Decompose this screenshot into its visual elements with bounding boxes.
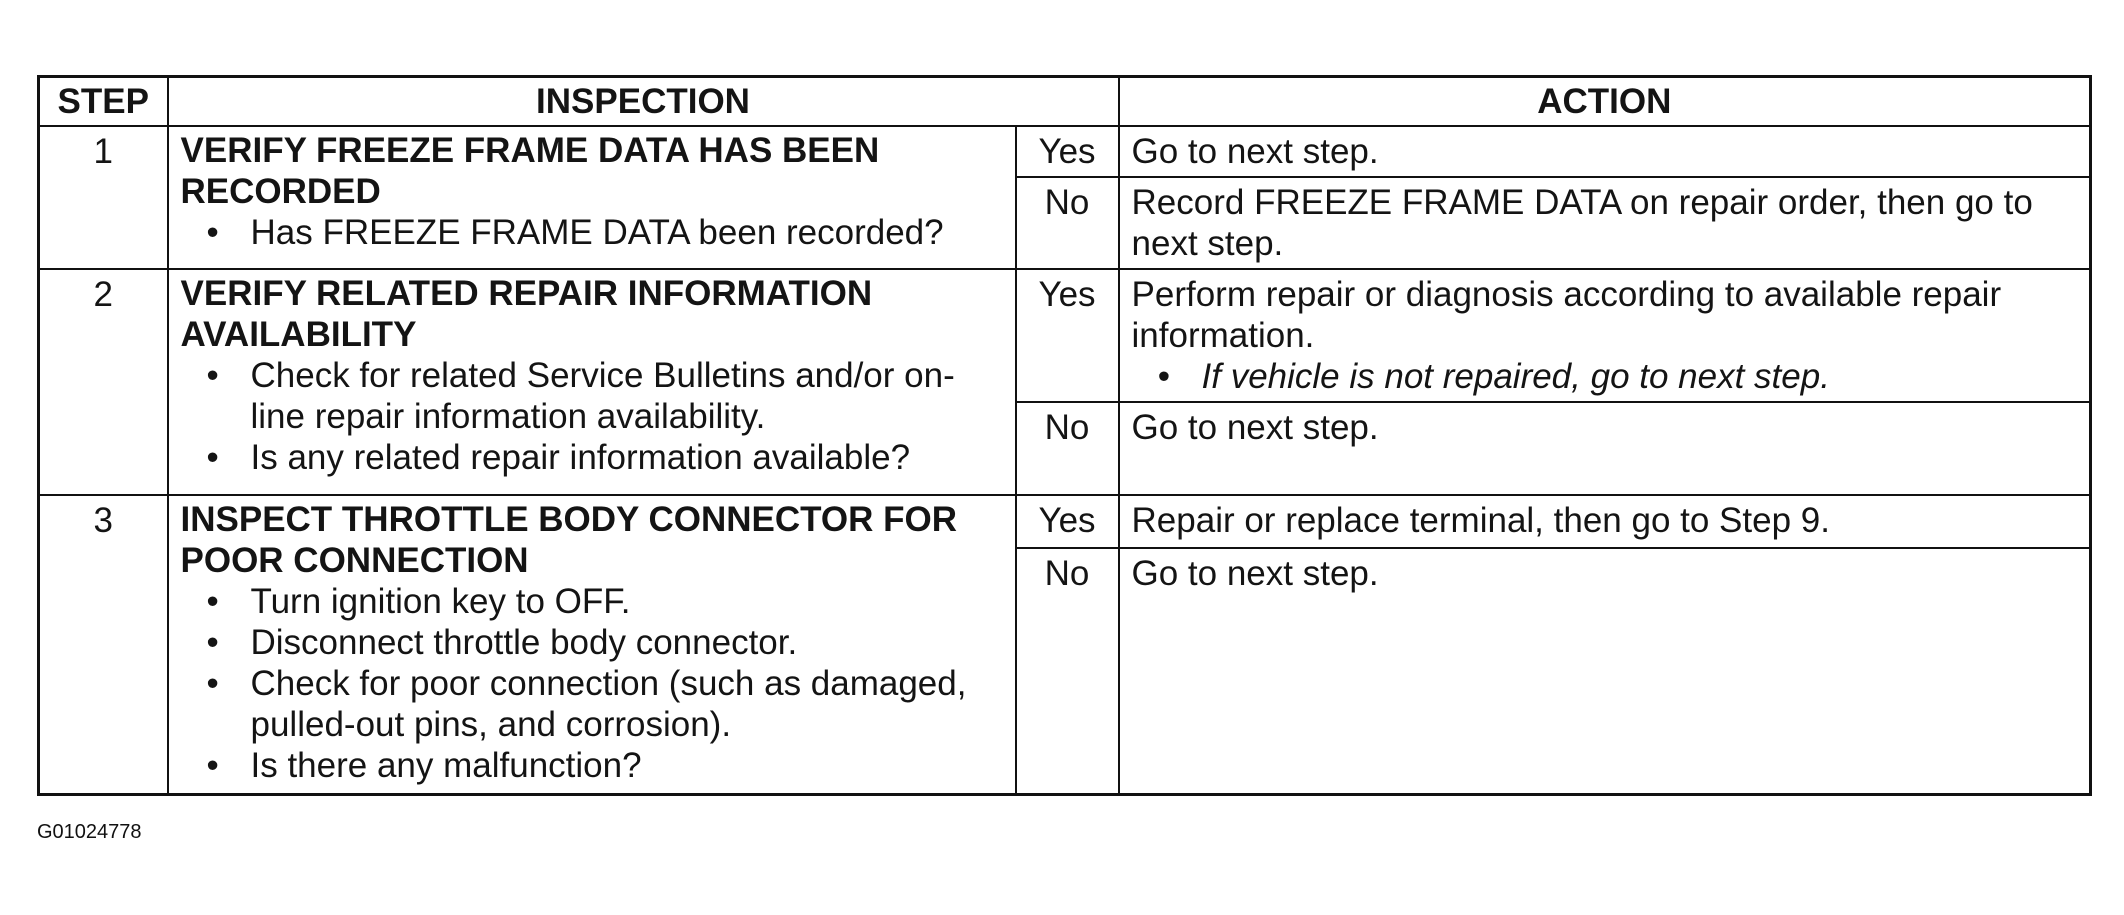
- step-row: [39, 126, 2091, 177]
- inspection-bullet: • Check for poor connection (such as damaged, pulled-out pins, and corrosion).: [181, 663, 1005, 745]
- inspection-bullet: • Is any related repair information available?: [181, 437, 1005, 478]
- no-action: Go to next step.: [1119, 402, 2091, 494]
- inspection-bullet: • Disconnect throttle body connector.: [181, 622, 1005, 663]
- yes-action: Repair or replace terminal, then go to Step 9.: [1119, 495, 2091, 548]
- yes-label: Yes: [1016, 126, 1119, 177]
- inspection-title: VERIFY FREEZE FRAME DATA HAS BEEN RECORDED: [180, 130, 880, 211]
- no-label: No: [1016, 548, 1119, 794]
- action-bullet: • If vehicle is not repaired, go to next step.: [1132, 356, 2078, 397]
- header-row: [39, 77, 2091, 126]
- header-inspection: INSPECTION: [168, 77, 1119, 126]
- no-label: No: [1016, 402, 1119, 494]
- no-label: No: [1016, 177, 1119, 269]
- header-step: STEP: [39, 77, 168, 126]
- no-action: Record FREEZE FRAME DATA on repair order, then go to next step.: [1119, 177, 2091, 269]
- no-action: Go to next step.: [1119, 548, 2091, 794]
- step-number: 2: [39, 269, 168, 494]
- inspection-bullet: • Turn ignition key to OFF.: [181, 581, 1005, 622]
- inspection-bullet: • Is there any malfunction?: [181, 745, 1005, 786]
- inspection-bullet: • Has FREEZE FRAME DATA been recorded?: [181, 212, 1005, 253]
- step-row: [39, 269, 2091, 402]
- diagnostic-table: [37, 75, 2092, 796]
- inspection-title: INSPECT THROTTLE BODY CONNECTOR FOR POOR CONNECTION: [180, 499, 958, 580]
- yes-label: Yes: [1016, 495, 1119, 548]
- inspection-bullets: [181, 212, 1005, 253]
- inspection-cell: [168, 495, 1016, 795]
- inspection-bullet: • Check for related Service Bulletins and/or on-line repair information availability.: [181, 355, 1005, 437]
- inspection-cell: [168, 126, 1016, 269]
- step-number: 1: [39, 126, 168, 269]
- yes-action: Go to next step.: [1119, 126, 2091, 177]
- yes-label: Yes: [1016, 269, 1119, 402]
- inspection-bullets: [181, 581, 1005, 786]
- inspection-bullets: [181, 355, 1005, 478]
- inspection-title: VERIFY RELATED REPAIR INFORMATION AVAILABILITY: [180, 274, 873, 355]
- yes-action: Perform repair or diagnosis according to available repair information.: [1131, 275, 2002, 356]
- inspection-cell: [168, 269, 1016, 494]
- action-bullets: [1132, 356, 2078, 397]
- figure-id: G01024778: [37, 821, 142, 843]
- step-row: [39, 495, 2091, 548]
- yes-action-cell: [1119, 269, 2091, 402]
- step-number: 3: [39, 495, 168, 795]
- header-action: ACTION: [1119, 77, 2091, 126]
